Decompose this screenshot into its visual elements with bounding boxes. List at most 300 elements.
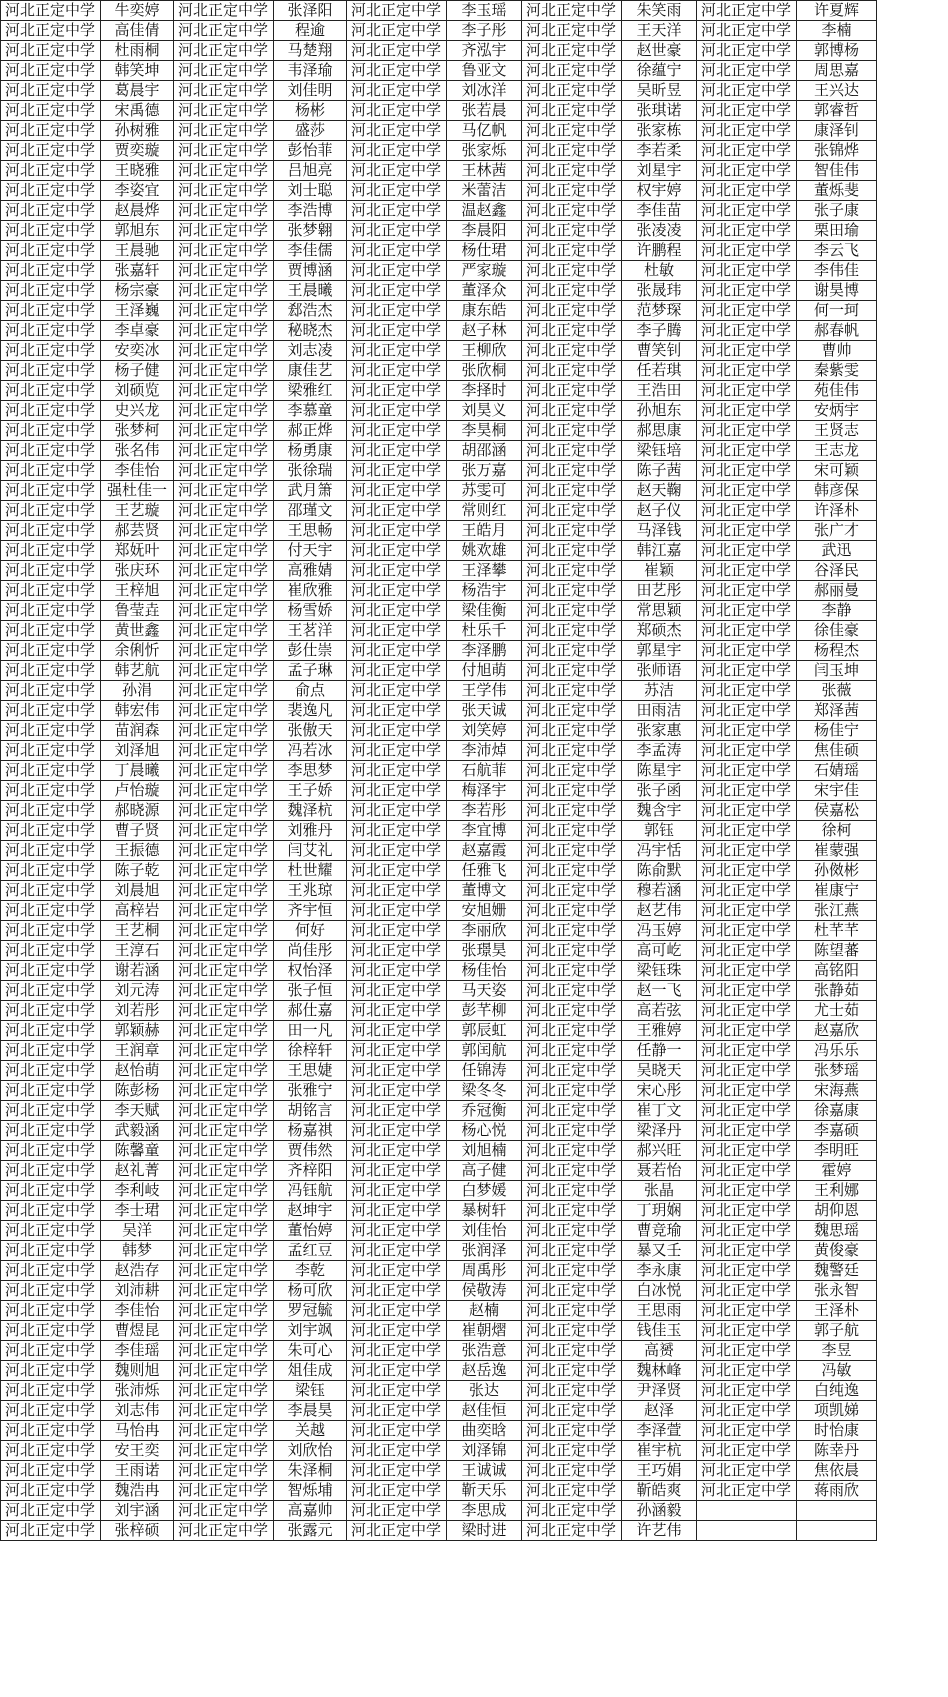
school-cell: 河北正定中学	[347, 81, 447, 101]
student-name-cell: 王淳石	[101, 941, 174, 961]
school-cell: 河北正定中学	[347, 1001, 447, 1021]
school-cell: 河北正定中学	[347, 1281, 447, 1301]
student-name-cell: 张锦烨	[797, 141, 877, 161]
school-cell: 河北正定中学	[697, 1321, 797, 1341]
student-name-cell: 赵楠	[447, 1301, 522, 1321]
student-name-cell: 刘旭楠	[447, 1141, 522, 1161]
student-name-cell: 马亿帆	[447, 121, 522, 141]
student-name-cell: 李佳苗	[622, 201, 697, 221]
student-name-cell: 王梓旭	[101, 581, 174, 601]
student-name-cell: 崔宇杭	[622, 1441, 697, 1461]
student-name-cell: 陈彭杨	[101, 1081, 174, 1101]
school-cell: 河北正定中学	[522, 1501, 622, 1521]
school-cell: 河北正定中学	[347, 1201, 447, 1221]
school-cell: 河北正定中学	[347, 1441, 447, 1461]
table-row	[1, 1461, 877, 1481]
student-name-cell: 李宜博	[447, 821, 522, 841]
school-cell: 河北正定中学	[522, 1181, 622, 1201]
student-name-cell: 徐柯	[797, 821, 877, 841]
student-name-cell: 孙涓	[101, 681, 174, 701]
school-cell: 河北正定中学	[174, 401, 274, 421]
table-row	[1, 1361, 877, 1381]
school-cell: 河北正定中学	[1, 1021, 101, 1041]
school-cell: 河北正定中学	[1, 121, 101, 141]
student-name-cell: 孟子琳	[274, 661, 347, 681]
student-name-cell: 陈俞默	[622, 861, 697, 881]
school-cell: 河北正定中学	[1, 1221, 101, 1241]
student-name-cell: 马怡冉	[101, 1421, 174, 1441]
school-cell: 河北正定中学	[174, 361, 274, 381]
student-name-cell: 徐嘉康	[797, 1101, 877, 1121]
school-cell: 河北正定中学	[1, 1361, 101, 1381]
school-cell: 河北正定中学	[347, 981, 447, 1001]
school-cell: 河北正定中学	[697, 1061, 797, 1081]
student-name-cell: 白梦媛	[447, 1181, 522, 1201]
student-name-cell: 韩艺航	[101, 661, 174, 681]
school-cell: 河北正定中学	[347, 421, 447, 441]
school-cell: 河北正定中学	[174, 621, 274, 641]
school-cell: 河北正定中学	[347, 1041, 447, 1061]
table-row	[1, 1141, 877, 1161]
school-cell: 河北正定中学	[174, 41, 274, 61]
school-cell: 河北正定中学	[174, 1101, 274, 1121]
student-name-cell: 张露元	[274, 1521, 347, 1541]
school-cell: 河北正定中学	[1, 881, 101, 901]
student-name-cell: 郭子航	[797, 1321, 877, 1341]
school-cell: 河北正定中学	[347, 61, 447, 81]
table-row	[1, 1, 877, 21]
student-name-cell: 崔蒙强	[797, 841, 877, 861]
student-name-cell: 秦紫雯	[797, 361, 877, 381]
school-cell: 河北正定中学	[522, 141, 622, 161]
school-cell: 河北正定中学	[347, 741, 447, 761]
school-cell: 河北正定中学	[522, 21, 622, 41]
school-cell: 河北正定中学	[697, 981, 797, 1001]
school-cell: 河北正定中学	[174, 661, 274, 681]
student-name-cell: 高子健	[447, 1161, 522, 1181]
student-name-cell: 刘元涛	[101, 981, 174, 1001]
table-row	[1, 621, 877, 641]
student-name-cell: 宋心彤	[622, 1081, 697, 1101]
student-name-cell: 韩彦保	[797, 481, 877, 501]
table-row	[1, 1521, 877, 1541]
student-name-cell: 王思畅	[274, 521, 347, 541]
student-name-cell: 刘志凌	[274, 341, 347, 361]
table-row	[1, 301, 877, 321]
school-cell: 河北正定中学	[347, 1141, 447, 1161]
school-cell: 河北正定中学	[174, 81, 274, 101]
student-name-cell: 周禹彤	[447, 1261, 522, 1281]
student-name-cell: 胡仰恩	[797, 1201, 877, 1221]
student-name-cell: 聂若怡	[622, 1161, 697, 1181]
student-name-cell: 余俐忻	[101, 641, 174, 661]
school-cell: 河北正定中学	[1, 1501, 101, 1521]
student-name-cell: 孙涵毅	[622, 1501, 697, 1521]
table-row	[1, 381, 877, 401]
school-cell: 河北正定中学	[347, 601, 447, 621]
table-row	[1, 761, 877, 781]
school-cell: 河北正定中学	[174, 121, 274, 141]
table-row	[1, 521, 877, 541]
school-cell: 河北正定中学	[522, 861, 622, 881]
school-cell: 河北正定中学	[522, 241, 622, 261]
student-name-cell: 张子恒	[274, 981, 347, 1001]
school-cell: 河北正定中学	[522, 81, 622, 101]
table-row	[1, 801, 877, 821]
school-cell: 河北正定中学	[347, 701, 447, 721]
student-name-cell: 安旭姗	[447, 901, 522, 921]
school-cell: 河北正定中学	[522, 181, 622, 201]
student-name-cell: 黄俊豪	[797, 1241, 877, 1261]
table-row	[1, 41, 877, 61]
school-cell: 河北正定中学	[174, 1401, 274, 1421]
student-name-cell: 韩梦	[101, 1241, 174, 1261]
student-name-cell: 陈望蕃	[797, 941, 877, 961]
student-name-cell: 苗润森	[101, 721, 174, 741]
school-cell: 河北正定中学	[347, 1341, 447, 1361]
table-row	[1, 541, 877, 561]
student-name-cell: 朱可心	[274, 1341, 347, 1361]
student-name-cell: 赵世豪	[622, 41, 697, 61]
student-name-cell: 郭钰	[622, 821, 697, 841]
student-name-cell: 尹泽贤	[622, 1381, 697, 1401]
table-row	[1, 341, 877, 361]
table-row	[1, 1121, 877, 1141]
school-cell: 河北正定中学	[347, 661, 447, 681]
school-cell: 河北正定中学	[1, 461, 101, 481]
student-name-cell: 张永智	[797, 1281, 877, 1301]
student-name-cell: 李丽欣	[447, 921, 522, 941]
student-name-cell: 李晨昊	[274, 1401, 347, 1421]
school-cell: 河北正定中学	[1, 101, 101, 121]
student-name-cell: 王志龙	[797, 441, 877, 461]
school-cell: 河北正定中学	[522, 781, 622, 801]
school-cell: 河北正定中学	[1, 401, 101, 421]
school-cell: 河北正定中学	[1, 1261, 101, 1281]
school-cell: 河北正定中学	[522, 1081, 622, 1101]
school-cell: 河北正定中学	[347, 501, 447, 521]
student-name-cell: 关越	[274, 1421, 347, 1441]
student-name-cell: 郭闰航	[447, 1041, 522, 1061]
student-name-cell: 魏警廷	[797, 1261, 877, 1281]
student-name-cell: 董泽众	[447, 281, 522, 301]
school-cell: 河北正定中学	[522, 561, 622, 581]
school-cell: 河北正定中学	[1, 441, 101, 461]
student-name-cell: 梁冬冬	[447, 1081, 522, 1101]
student-name-cell: 白冰悦	[622, 1281, 697, 1301]
school-cell: 河北正定中学	[174, 1321, 274, 1341]
student-name-cell: 郝思康	[622, 421, 697, 441]
student-name-cell: 郝芸贤	[101, 521, 174, 541]
student-name-cell: 赵浩存	[101, 1261, 174, 1281]
school-cell: 河北正定中学	[174, 1501, 274, 1521]
school-cell: 河北正定中学	[174, 701, 274, 721]
student-name-cell: 吕旭亮	[274, 161, 347, 181]
student-name-cell: 杨佳怡	[447, 961, 522, 981]
school-cell: 河北正定中学	[697, 1481, 797, 1501]
student-name-cell: 王思雨	[622, 1301, 697, 1321]
student-name-cell: 李士珺	[101, 1201, 174, 1221]
student-name-cell: 白纯逸	[797, 1381, 877, 1401]
student-name-cell: 安奕冰	[101, 341, 174, 361]
student-name-cell: 朱笑雨	[622, 1, 697, 21]
table-row	[1, 1421, 877, 1441]
student-name-cell: 赵嘉欣	[797, 1021, 877, 1041]
school-cell: 河北正定中学	[174, 921, 274, 941]
table-row	[1, 1441, 877, 1461]
table-row	[1, 841, 877, 861]
school-cell: 河北正定中学	[1, 261, 101, 281]
student-name-cell: 秘晓杰	[274, 321, 347, 341]
student-name-cell: 崔丁文	[622, 1101, 697, 1121]
student-name-cell: 王雨诺	[101, 1461, 174, 1481]
school-cell: 河北正定中学	[1, 221, 101, 241]
student-name-cell: 李利岐	[101, 1181, 174, 1201]
student-name-cell: 张师语	[622, 661, 697, 681]
student-name-cell: 韩宏伟	[101, 701, 174, 721]
student-name-cell: 张浩意	[447, 1341, 522, 1361]
student-name-cell: 武月箫	[274, 481, 347, 501]
student-name-cell: 冯宇恬	[622, 841, 697, 861]
school-cell: 河北正定中学	[697, 1121, 797, 1141]
student-name-cell: 张薇	[797, 681, 877, 701]
school-cell: 河北正定中学	[697, 301, 797, 321]
student-name-cell: 郑硕杰	[622, 621, 697, 641]
student-name-cell: 康东皓	[447, 301, 522, 321]
school-cell: 河北正定中学	[174, 441, 274, 461]
school-cell: 河北正定中学	[1, 281, 101, 301]
student-name-cell: 刘泽旭	[101, 741, 174, 761]
student-name-cell: 苑佳伟	[797, 381, 877, 401]
student-name-cell: 贾博涵	[274, 261, 347, 281]
school-cell: 河北正定中学	[697, 1301, 797, 1321]
school-cell: 河北正定中学	[697, 881, 797, 901]
student-name-cell: 赵坤宇	[274, 1201, 347, 1221]
school-cell: 河北正定中学	[347, 401, 447, 421]
student-name-cell: 李静	[797, 601, 877, 621]
table-row	[1, 241, 877, 261]
table-row	[1, 561, 877, 581]
student-name-cell: 齐宇恒	[274, 901, 347, 921]
student-name-cell: 李若彤	[447, 801, 522, 821]
school-cell: 河北正定中学	[522, 881, 622, 901]
school-cell: 河北正定中学	[697, 961, 797, 981]
school-cell: 河北正定中学	[697, 1001, 797, 1021]
school-cell: 河北正定中学	[174, 941, 274, 961]
student-name-cell: 张子康	[797, 201, 877, 221]
student-name-cell: 刘冰洋	[447, 81, 522, 101]
student-name-cell: 杨程杰	[797, 641, 877, 661]
school-cell: 河北正定中学	[1, 981, 101, 1001]
student-name-cell: 王兴达	[797, 81, 877, 101]
table-row	[1, 961, 877, 981]
school-cell: 河北正定中学	[1, 1241, 101, 1261]
student-name-cell: 侯敬涛	[447, 1281, 522, 1301]
student-name-cell: 杜乐千	[447, 621, 522, 641]
school-cell: 河北正定中学	[174, 1081, 274, 1101]
student-name-cell: 曹笑钊	[622, 341, 697, 361]
school-cell: 河北正定中学	[697, 641, 797, 661]
student-name-cell: 张达	[447, 1381, 522, 1401]
school-cell: 河北正定中学	[522, 981, 622, 1001]
student-name-cell: 严家璇	[447, 261, 522, 281]
school-cell: 河北正定中学	[697, 181, 797, 201]
student-name-cell: 周思嘉	[797, 61, 877, 81]
school-cell: 河北正定中学	[522, 41, 622, 61]
student-name-cell: 胡邵涵	[447, 441, 522, 461]
student-name-cell: 赵天鞠	[622, 481, 697, 501]
student-name-cell: 张璟昊	[447, 941, 522, 961]
school-cell: 河北正定中学	[697, 701, 797, 721]
student-name-cell: 杜世耀	[274, 861, 347, 881]
student-name-cell: 邵瑾文	[274, 501, 347, 521]
student-name-cell: 任静一	[622, 1041, 697, 1061]
student-name-cell: 王学伟	[447, 681, 522, 701]
student-name-cell: 苏洁	[622, 681, 697, 701]
student-name-cell: 齐泓宇	[447, 41, 522, 61]
table-row	[1, 1401, 877, 1421]
student-name-cell: 高佳倩	[101, 21, 174, 41]
student-name-cell: 武迅	[797, 541, 877, 561]
student-name-cell: 陈子乾	[101, 861, 174, 881]
school-cell: 河北正定中学	[1, 741, 101, 761]
school-cell: 河北正定中学	[174, 501, 274, 521]
school-cell: 河北正定中学	[174, 181, 274, 201]
student-name-cell: 郝春帆	[797, 321, 877, 341]
table-row	[1, 81, 877, 101]
school-cell: 河北正定中学	[174, 1301, 274, 1321]
student-name-cell: 马天姿	[447, 981, 522, 1001]
student-name-cell: 李昱	[797, 1341, 877, 1361]
school-cell: 河北正定中学	[174, 801, 274, 821]
student-name-cell: 杨心悦	[447, 1121, 522, 1141]
student-name-cell: 刘星宇	[622, 161, 697, 181]
school-cell: 河北正定中学	[697, 1441, 797, 1461]
school-cell: 河北正定中学	[1, 241, 101, 261]
school-cell: 河北正定中学	[697, 401, 797, 421]
student-name-cell: 孙旭东	[622, 401, 697, 421]
school-cell: 河北正定中学	[522, 421, 622, 441]
school-cell: 河北正定中学	[347, 341, 447, 361]
school-cell: 河北正定中学	[347, 241, 447, 261]
student-name-cell: 魏含宇	[622, 801, 697, 821]
school-cell: 河北正定中学	[347, 1501, 447, 1521]
school-cell: 河北正定中学	[697, 1381, 797, 1401]
student-name-cell: 王泽巍	[101, 301, 174, 321]
school-cell: 河北正定中学	[1, 1381, 101, 1401]
student-name-cell: 尚佳彤	[274, 941, 347, 961]
table-row	[1, 1001, 877, 1021]
school-cell: 河北正定中学	[174, 301, 274, 321]
school-cell: 河北正定中学	[174, 741, 274, 761]
school-cell: 河北正定中学	[697, 1181, 797, 1201]
table-row	[1, 1501, 877, 1521]
table-row	[1, 201, 877, 221]
table-row	[1, 981, 877, 1001]
student-name-cell: 吴晓天	[622, 1061, 697, 1081]
school-cell: 河北正定中学	[174, 881, 274, 901]
school-cell: 河北正定中学	[697, 741, 797, 761]
school-cell: 河北正定中学	[174, 541, 274, 561]
student-name-cell: 高铭阳	[797, 961, 877, 981]
student-name-cell: 董烁斐	[797, 181, 877, 201]
school-cell: 河北正定中学	[697, 101, 797, 121]
school-cell: 河北正定中学	[174, 1181, 274, 1201]
school-cell: 河北正定中学	[347, 41, 447, 61]
table-row	[1, 1161, 877, 1181]
student-name-cell: 宋宇佳	[797, 781, 877, 801]
school-cell: 河北正定中学	[174, 901, 274, 921]
student-name-cell: 李泽鹏	[447, 641, 522, 661]
school-cell: 河北正定中学	[1, 1341, 101, 1361]
school-cell: 河北正定中学	[697, 661, 797, 681]
school-cell: 河北正定中学	[522, 321, 622, 341]
student-name-cell: 王雅婷	[622, 1021, 697, 1041]
student-name-cell: 李慕童	[274, 401, 347, 421]
school-cell: 河北正定中学	[1, 941, 101, 961]
school-cell: 河北正定中学	[697, 361, 797, 381]
student-name-cell: 王林茜	[447, 161, 522, 181]
school-cell: 河北正定中学	[347, 801, 447, 821]
school-cell: 河北正定中学	[174, 1, 274, 21]
table-row	[1, 1041, 877, 1061]
student-name-cell: 曹子贤	[101, 821, 174, 841]
table-row	[1, 281, 877, 301]
table-row	[1, 501, 877, 521]
school-cell: 河北正定中学	[697, 581, 797, 601]
student-name-cell: 李子腾	[622, 321, 697, 341]
school-cell: 河北正定中学	[522, 621, 622, 641]
school-cell: 河北正定中学	[1, 1321, 101, 1341]
school-cell: 河北正定中学	[174, 961, 274, 981]
school-cell: 河北正定中学	[174, 241, 274, 261]
school-cell: 河北正定中学	[1, 501, 101, 521]
student-name-cell: 张子函	[622, 781, 697, 801]
school-cell: 河北正定中学	[522, 1221, 622, 1241]
student-name-cell: 任锦涛	[447, 1061, 522, 1081]
student-name-cell: 魏则旭	[101, 1361, 174, 1381]
student-name-cell: 赵泽	[622, 1401, 697, 1421]
student-name-cell: 闫玉坤	[797, 661, 877, 681]
student-name-cell: 常则红	[447, 501, 522, 521]
student-name-cell: 康泽钊	[797, 121, 877, 141]
school-cell: 河北正定中学	[522, 1461, 622, 1481]
school-cell: 河北正定中学	[522, 381, 622, 401]
student-name-cell: 张泽阳	[274, 1, 347, 21]
student-name-cell: 张若晨	[447, 101, 522, 121]
student-name-cell: 俎佳成	[274, 1361, 347, 1381]
table-row	[1, 641, 877, 661]
school-cell: 河北正定中学	[347, 201, 447, 221]
school-cell: 河北正定中学	[174, 1381, 274, 1401]
student-name-cell: 宋可颖	[797, 461, 877, 481]
school-cell: 河北正定中学	[1, 661, 101, 681]
student-name-cell: 时怡康	[797, 1421, 877, 1441]
student-name-cell: 韩笑坤	[101, 61, 174, 81]
school-cell: 河北正定中学	[174, 261, 274, 281]
school-cell: 河北正定中学	[347, 261, 447, 281]
student-name-cell: 郝正烨	[274, 421, 347, 441]
student-name-cell: 郝兴旺	[622, 1141, 697, 1161]
school-cell: 河北正定中学	[1, 321, 101, 341]
school-cell: 河北正定中学	[1, 161, 101, 181]
school-cell: 河北正定中学	[522, 201, 622, 221]
school-cell: 河北正定中学	[522, 601, 622, 621]
school-cell: 河北正定中学	[347, 1121, 447, 1141]
student-name-cell: 田艺彤	[622, 581, 697, 601]
student-name-cell: 梅泽宇	[447, 781, 522, 801]
school-cell: 河北正定中学	[522, 841, 622, 861]
